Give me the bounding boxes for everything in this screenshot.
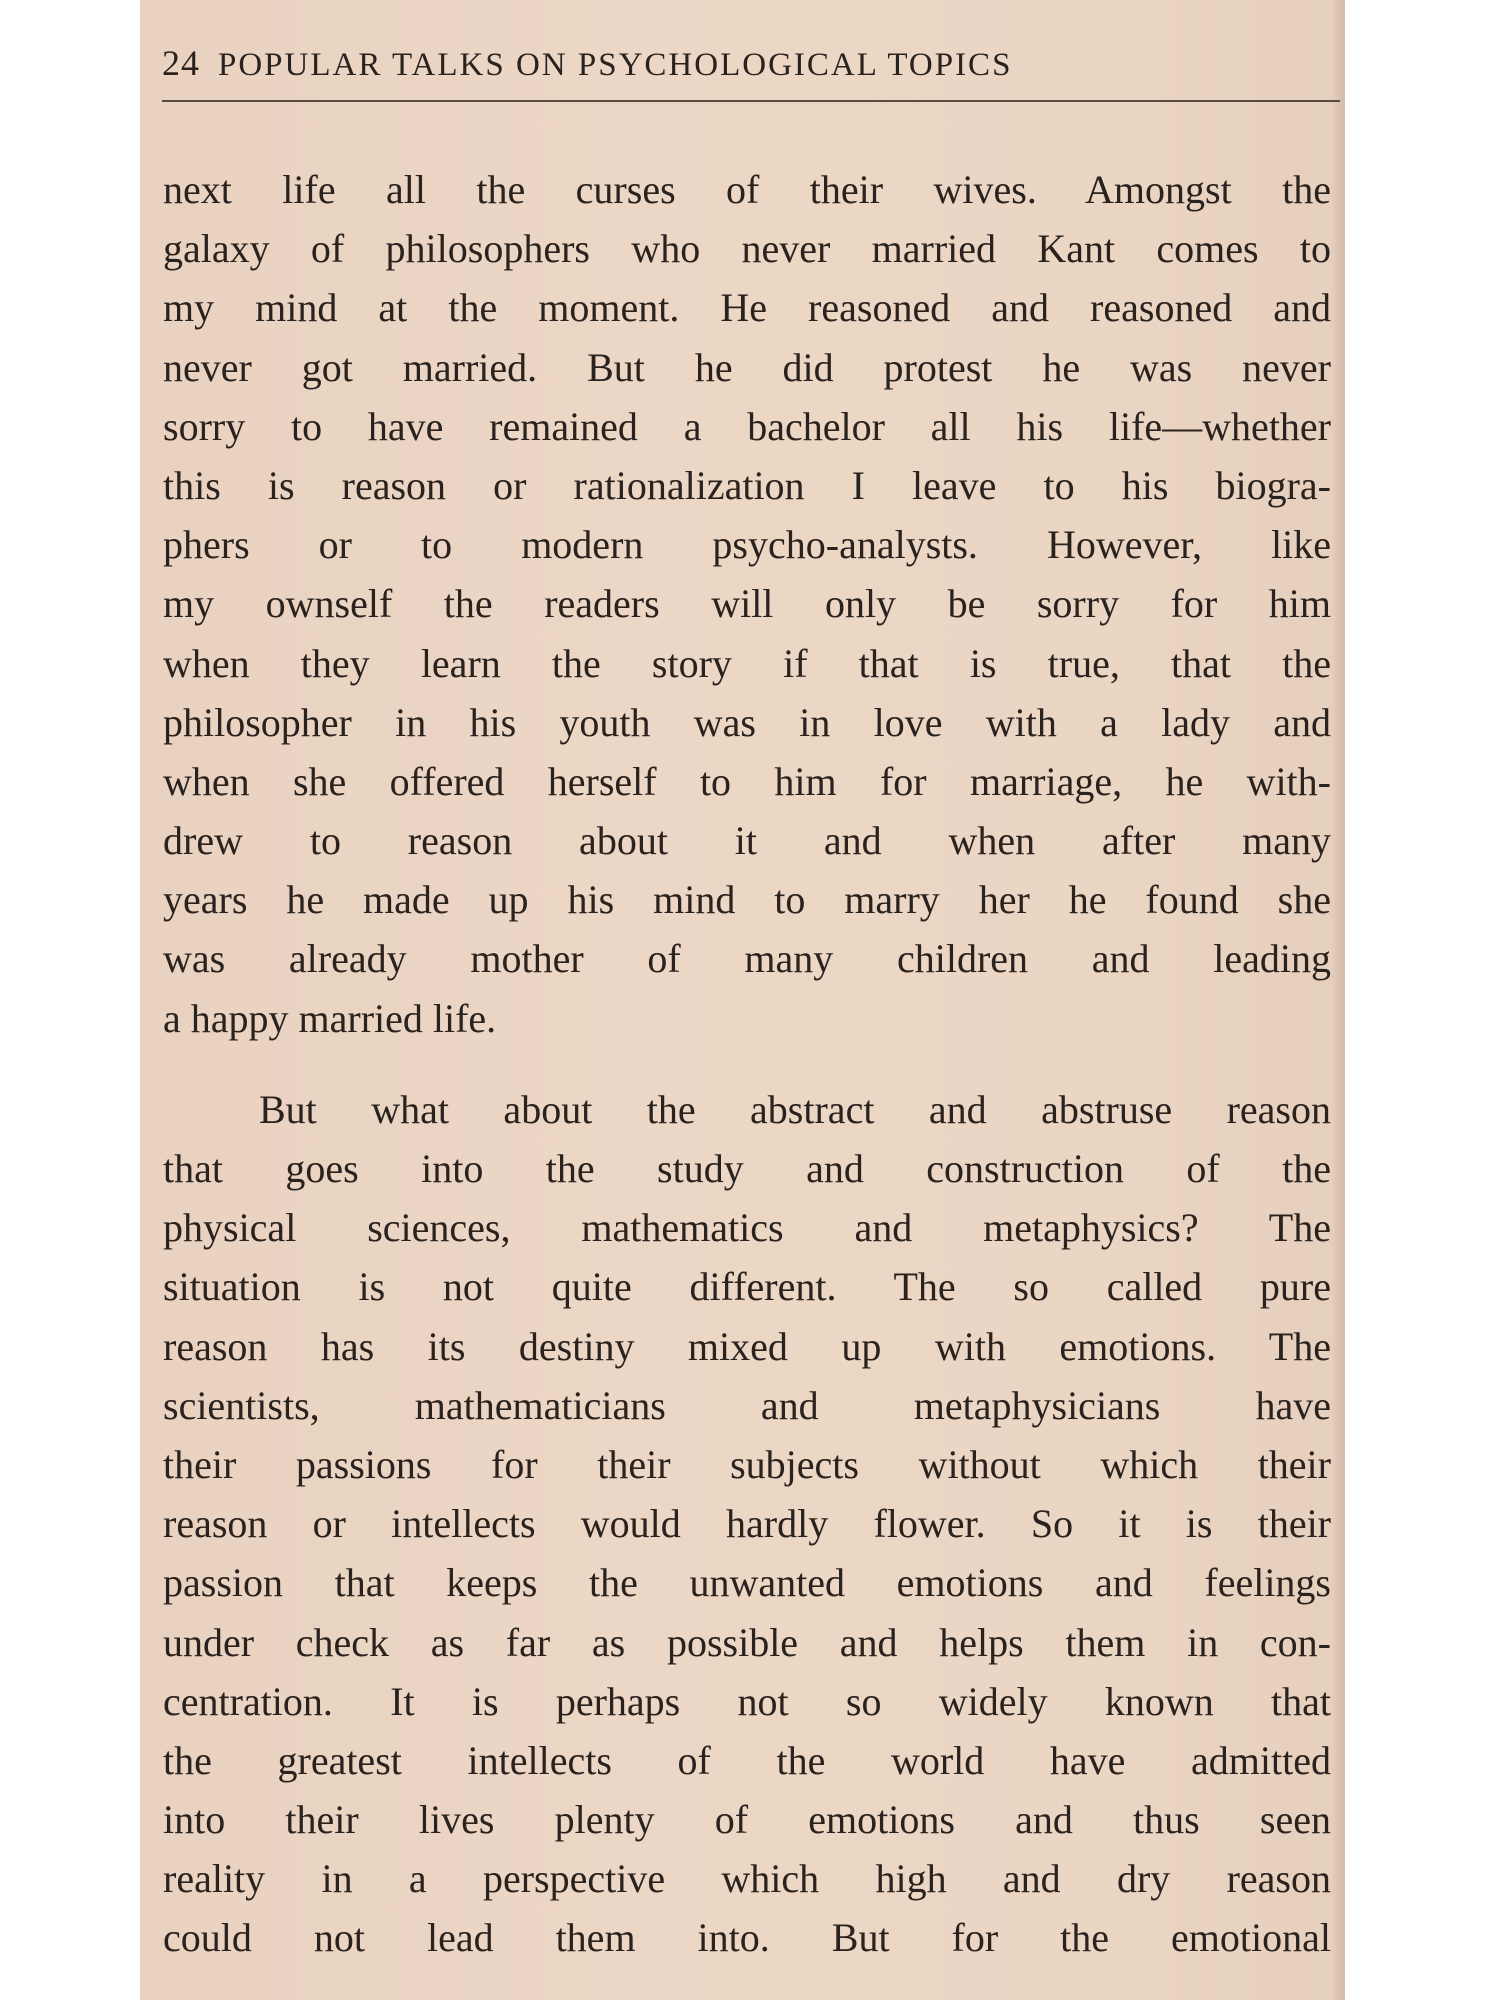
text-line: the greatest intellects of the world have admitted (163, 1737, 1331, 1783)
book-page (140, 0, 1345, 2000)
text-line: into their lives plenty of emotions and thus seen (163, 1797, 1331, 1843)
text-line: galaxy of philosophers who never married Kant comes to (163, 226, 1331, 272)
text-line: never got married. But he did protest he was never (163, 344, 1331, 390)
text-line: their passions for their subjects without which their (163, 1441, 1331, 1487)
text-line: physical sciences, mathematics and metaphysics? The (163, 1205, 1331, 1251)
running-header (162, 42, 1340, 102)
paragraph-2 (163, 1080, 1331, 1968)
page-number: 24 (162, 43, 200, 83)
paragraph-1 (163, 160, 1331, 1048)
text-line: this is reason or rationalization I leave to his biogra- (163, 462, 1331, 508)
text-line: drew to reason about it and when after many (163, 818, 1331, 864)
text-line: next life all the curses of their wives. Amongst the (163, 167, 1331, 212)
text-line: centration. It is perhaps not so widely known that (163, 1678, 1331, 1724)
text-line: passion that keeps the unwanted emotions and feelings (163, 1560, 1331, 1606)
text-line: But what about the abstract and abstruse reason (259, 1086, 1331, 1132)
text-line: phers or to modern psycho-analysts. However, like (163, 522, 1331, 568)
text-line: philosopher in his youth was in love with a lady and (163, 699, 1331, 745)
text-line: that goes into the study and construction of the (163, 1146, 1331, 1191)
paragraph-gap (163, 1048, 1331, 1080)
text-line: my ownself the readers will only be sorry for him (163, 581, 1331, 627)
text-line: was already mother of many children and leading (163, 936, 1331, 982)
text-line: situation is not quite different. The so called pure (163, 1264, 1331, 1310)
text-line: reality in a perspective which high and dry reason (163, 1856, 1331, 1902)
text-line: scientists, mathematicians and metaphysicians have (163, 1382, 1331, 1428)
text-line: under check as far as possible and helps them in con- (163, 1619, 1331, 1665)
text-line: a happy married life. (163, 995, 497, 1041)
text-line: years he made up his mind to marry her he found she (163, 877, 1331, 923)
page-body (163, 160, 1331, 1968)
text-line: reason has its destiny mixed up with emotions. The (163, 1323, 1331, 1369)
text-line: reason or intellects would hardly flower. So it is their (163, 1501, 1331, 1547)
running-title: POPULAR TALKS ON PSYCHOLOGICAL TOPICS (218, 47, 1013, 83)
text-line: when she offered herself to him for marriage, he with- (163, 758, 1331, 804)
text-line: could not lead them into. But for the emotional (163, 1915, 1331, 1961)
text-line: my mind at the moment. He reasoned and reasoned and (163, 285, 1331, 331)
text-line: sorry to have remained a bachelor all his life—whether (163, 403, 1331, 449)
text-line: when they learn the story if that is true, that the (163, 640, 1331, 686)
